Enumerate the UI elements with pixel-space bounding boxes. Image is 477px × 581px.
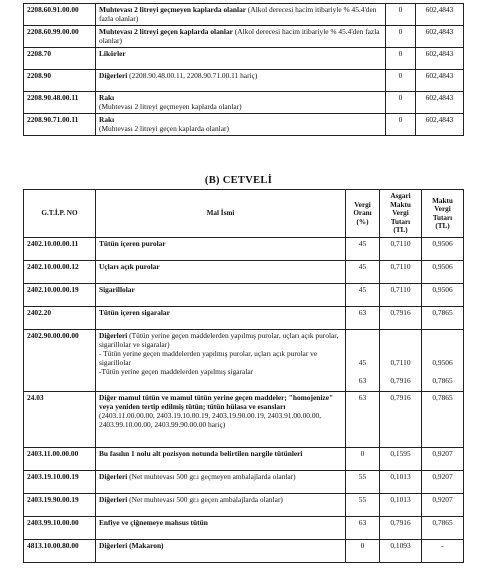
item-name: Uçları açık purolar: [96, 261, 346, 284]
gtip-code: 2402.10.00.00.19: [24, 284, 96, 307]
min-tax: 0,7916: [380, 517, 422, 540]
header-row: [24, 190, 464, 238]
header-code: G.T.İ.P. NO: [24, 190, 96, 238]
item-name: Muhtevası 2 litreyi geçen kaplarda olanlar (Alkol derecesi hacim itibariyle % 45.4'den fazla olanlar): [96, 26, 386, 48]
tax-rate: 45: [346, 238, 380, 261]
tax-rate: 0: [386, 114, 416, 136]
tax-rate: 0: [386, 70, 416, 92]
table-row: [24, 284, 464, 307]
item-name: Tütün içeren sigaralar: [96, 307, 346, 330]
fixed-tax: -: [422, 540, 464, 563]
gtip-code: 2403.99.10.00.00: [24, 517, 96, 540]
table-row: [24, 307, 464, 330]
table-row: [24, 48, 464, 70]
fixed-tax: 0,9506: [422, 261, 464, 284]
header-name: Mal İsmi: [96, 190, 346, 238]
tax-rate: 45: [346, 284, 380, 307]
gtip-code: 2403.19.90.00.19: [24, 494, 96, 517]
sub-item: -Tütün yerine geçen maddelerden yapılmış sigaralar: [99, 367, 254, 376]
min-tax: 0,1093: [380, 540, 422, 563]
fixed-tax: 0,9207: [422, 494, 464, 517]
gtip-code: 2402.10.00.00.12: [24, 261, 96, 284]
gtip-code: 4813.10.00.80.00: [24, 540, 96, 563]
table-row: [24, 4, 464, 26]
header-fixed-tax: Maktu Vergi Tutarı (TL): [422, 190, 464, 238]
item-name: Muhtevası 2 litreyi geçmeyen kaplarda olanlar (Alkol derecesi hacim itibariyle % 45.4'den fazla olanlar): [96, 4, 386, 26]
tax-rate: 0: [346, 540, 380, 563]
gtip-code: 2208.90.71.00.11: [24, 114, 96, 136]
tax-rate: 0: [386, 48, 416, 70]
gtip-code: 2402.10.00.00.11: [24, 238, 96, 261]
tax-rate: 63: [346, 517, 380, 540]
tax-rate: 0: [386, 4, 416, 26]
item-name: Tütün içeren purolar: [96, 238, 346, 261]
gtip-code: 2208.90.48.00.11: [24, 92, 96, 114]
table-row: [24, 517, 464, 540]
item-name: Diğerleri (Tütün yerine geçen maddelerden yapılmış purolar, uçları açık purolar, sigarillolar ve sigaralar) - Tütün yerine geçen maddelerden yapılmış purolar, uçları açık purolar ve sigarillolar -Tütün yerine geçen maddelerden yapılmış sigaralar: [96, 330, 346, 392]
item-name: Bu fasılın 1 nolu alt pozisyon notunda belirtilen nargile tütünleri: [96, 448, 346, 471]
table-row: [24, 92, 464, 114]
gtip-code: 2208.60.99.00.00: [24, 26, 96, 48]
sub-item: - Tütün yerine geçen maddelerden yapılmış purolar, uçları açık purolar ve sigarillolar: [99, 349, 318, 367]
min-tax: 0,7110: [380, 261, 422, 284]
top-table: [23, 3, 464, 136]
table-row: [24, 448, 464, 471]
gtip-code: 2208.60.91.00.00: [24, 4, 96, 26]
table-row: [24, 238, 464, 261]
item-name: Diğerleri (2208.90.48.00.11, 2208.90.71.00.11 hariç): [96, 70, 386, 92]
gtip-code: 2403.11.00.00.00: [24, 448, 96, 471]
item-name: Diğerleri (Makaron): [96, 540, 346, 563]
tax-amount: 602,4843: [416, 26, 464, 48]
item-name: Sigarillolar: [96, 284, 346, 307]
item-name: Enfiye ve çiğnemeye mahsus tütün: [96, 517, 346, 540]
min-tax: 0,1595: [380, 448, 422, 471]
item-name: Likörler: [96, 48, 386, 70]
min-tax: 0,1013: [380, 494, 422, 517]
tax-rate: 0: [386, 26, 416, 48]
table-row: [24, 494, 464, 517]
tax-rate: 0: [386, 92, 416, 114]
min-tax: 0,1013: [380, 471, 422, 494]
fixed-tax: 0,9207: [422, 471, 464, 494]
tax-amount: 602,4843: [416, 70, 464, 92]
tax-rate: 63: [346, 307, 380, 330]
tax-rate: 0: [346, 448, 380, 471]
tax-amount: 602,4843: [416, 92, 464, 114]
min-tax: 0,7110: [380, 284, 422, 307]
header-rate: Vergi Oranı (%): [346, 190, 380, 238]
header-min-tax: Asgari Maktu Vergi Tutarı (TL): [380, 190, 422, 238]
gtip-code: 2402.90.00.00.00: [24, 330, 96, 392]
tax-rate: 55: [346, 471, 380, 494]
tax-rate: 45: [346, 261, 380, 284]
gtip-code: 24.03: [24, 392, 96, 448]
item-name: Diğerleri (Net muhtevası 500 gr.ı geçen ambalajlarda olanlar): [96, 494, 346, 517]
tax-rate: 45 63: [346, 330, 380, 392]
fixed-tax: 0,7865: [422, 517, 464, 540]
fixed-tax: 0,9506: [422, 284, 464, 307]
item-name: Rakı (Muhtevası 2 litreyi geçen kaplarda olanlar): [96, 114, 386, 136]
tax-rate: 63: [346, 392, 380, 448]
table-row: [24, 471, 464, 494]
tax-amount: 602,4843: [416, 48, 464, 70]
table-row: [24, 70, 464, 92]
gtip-code: 2402.20: [24, 307, 96, 330]
tax-rate: 55: [346, 494, 380, 517]
table-row: [24, 26, 464, 48]
table-row: [24, 114, 464, 136]
gtip-code: 2208.90: [24, 70, 96, 92]
gtip-code: 2208.70: [24, 48, 96, 70]
item-name: Rakı (Muhtevası 2 litreyi geçmeyen kaplarda olanlar): [96, 92, 386, 114]
section-heading: (B) CETVELİ: [204, 175, 273, 186]
item-name: Diğerleri (Net muhtevası 500 gr.ı geçmeyen ambalajlarda olanlar): [96, 471, 346, 494]
b-cetveli-table: [23, 189, 464, 563]
gtip-code: 2403.19.10.00.19: [24, 471, 96, 494]
tax-amount: 602,4843: [416, 114, 464, 136]
fixed-tax: 0,9506 0,7865: [422, 330, 464, 392]
tax-amount: 602,4843: [416, 4, 464, 26]
fixed-tax: 0,7865: [422, 392, 464, 448]
table-row: [24, 392, 464, 448]
table-row: [24, 330, 464, 392]
min-tax: 0,7110: [380, 238, 422, 261]
min-tax: 0,7916: [380, 392, 422, 448]
item-name: Diğer mamul tütün ve mamul tütün yerine geçen maddeler; "homojenize" veya yeniden tertip edilmiş tütün; tütün hülasa ve esansları (2403.11.00.00.00, 2403.19.10.00.19, 2403.19.90.00.19, 2403.91.00.00.00, 2403.99.10.00.00, 2403.99.90.00.00 hariç): [96, 392, 346, 448]
fixed-tax: 0,7865: [422, 307, 464, 330]
fixed-tax: 0,9506: [422, 238, 464, 261]
min-tax: 0,7916: [380, 307, 422, 330]
min-tax: 0,7110 0,7916: [380, 330, 422, 392]
table-row: [24, 540, 464, 563]
fixed-tax: 0,9207: [422, 448, 464, 471]
table-row: [24, 261, 464, 284]
